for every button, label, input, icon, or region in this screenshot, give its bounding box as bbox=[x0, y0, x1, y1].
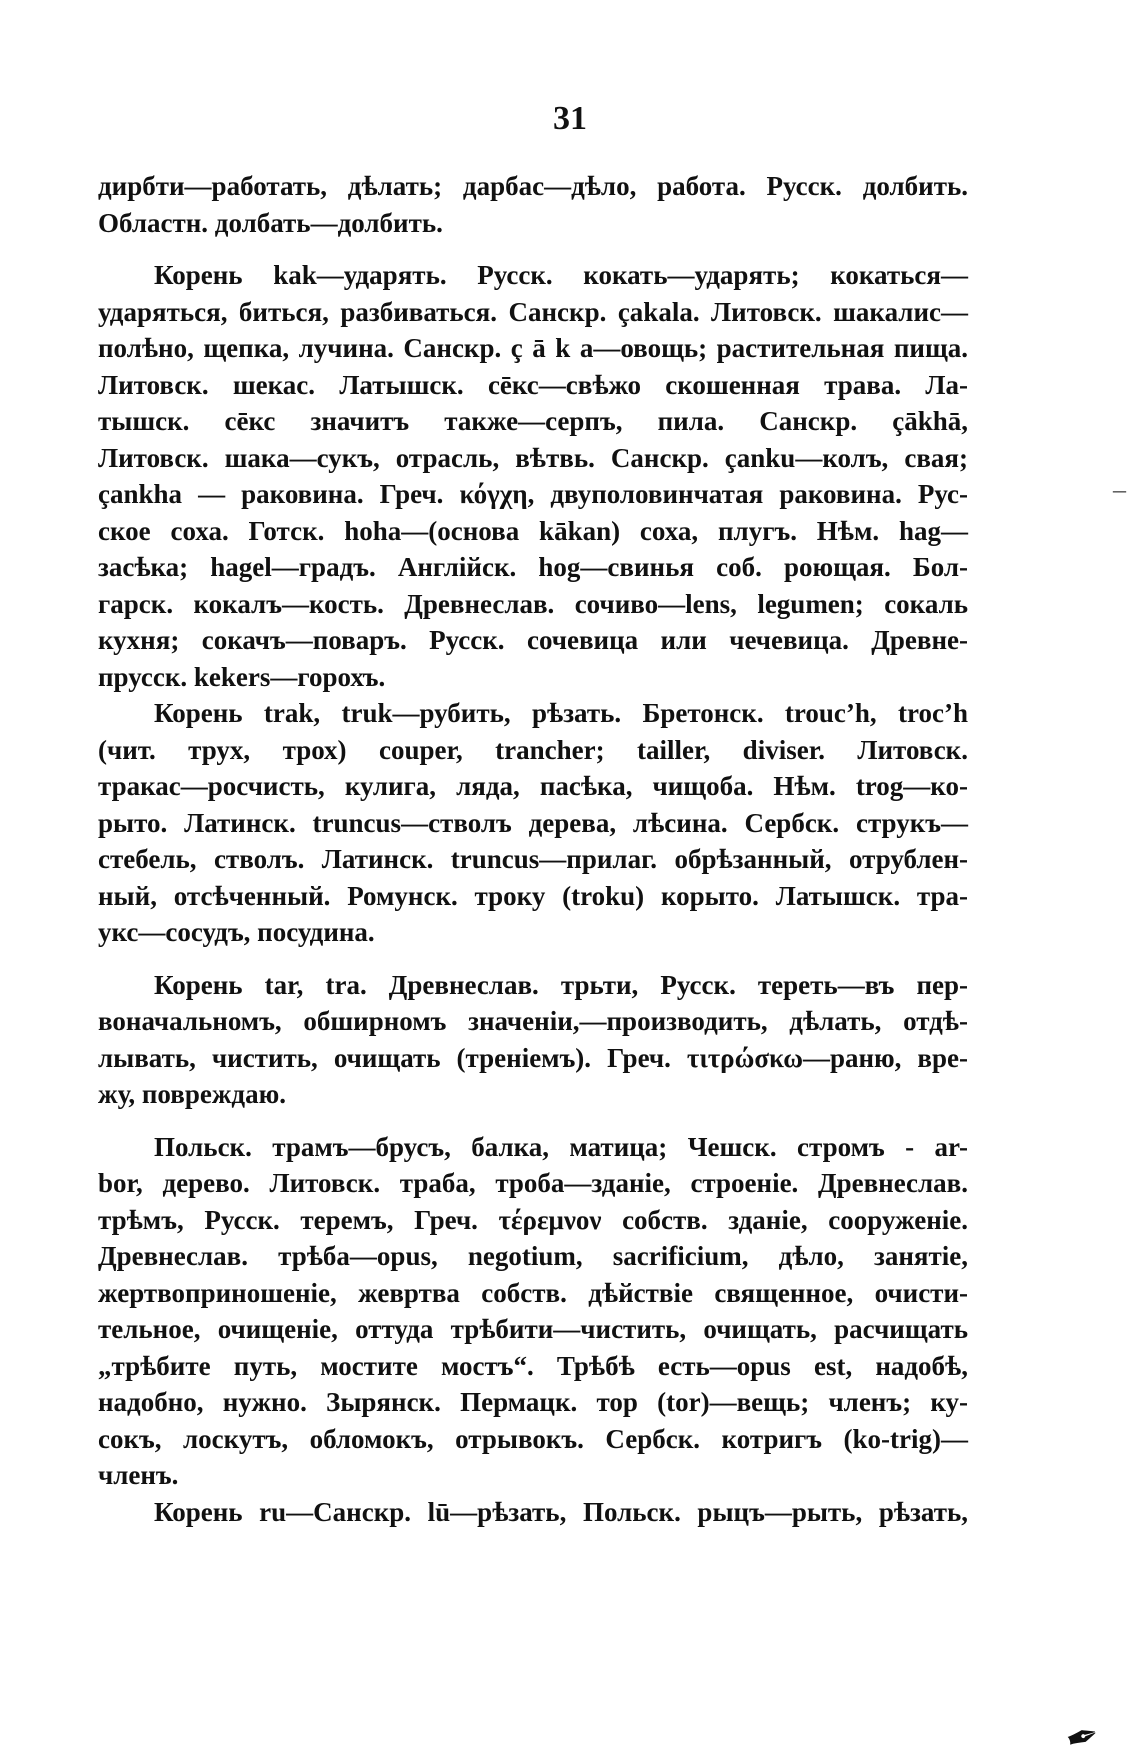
paragraph-polsk-tram bbox=[98, 1129, 968, 1494]
text-line: дирбти—работать, дѣлать; дарбас—дѣло, работа. Русск. долбить. bbox=[98, 171, 968, 201]
paragraph-root-kak bbox=[98, 257, 968, 695]
text-line: ское соха. Готск. hoha—(основа kākan) соха, плугъ. Нѣм. hag— bbox=[98, 515, 968, 546]
text-line: надобно, нужно. Зырянск. Пермацк. тор (tor)—вещь; членъ; ку- bbox=[98, 1387, 968, 1417]
text-line: Корень ru—Санскр. lū—рѣзать, Польск. рыцъ—рыть, рѣзать, bbox=[154, 1496, 968, 1527]
text-line: лывать, чистить, очищать (треніемъ). Греч. τιτρώσκω—раню, вре- bbox=[98, 1042, 968, 1073]
text-line: сокъ, лоскутъ, обломокъ, отрывокъ. Сербск. котригъ (ko-trig)— bbox=[98, 1423, 968, 1454]
text-line: жу, повреждаю. bbox=[98, 1079, 286, 1109]
paragraph-root-ru bbox=[98, 1494, 968, 1531]
text-line: Областн. долбать—долбить. bbox=[98, 207, 443, 238]
text-line: çankha — раковина. Греч. κόγχη, двуполовинчатая раковина. Рус- bbox=[98, 479, 968, 509]
text-line: ударяться, биться, разбиваться. Санскр. çakala. Литовск. шакалис— bbox=[98, 296, 968, 327]
text-line: Литовск. шекас. Латышск. сēкс—свѣжо скошенная трава. Ла- bbox=[98, 369, 968, 400]
paragraph-root-tar bbox=[98, 967, 968, 1113]
text-line: стебель, стволъ. Латинск. truncus—прилаг. обрѣзанный, отрублен- bbox=[98, 844, 968, 874]
text-line: полѣно, щепка, лучина. Санскр. ç ā k a—овощь; растительная пища. bbox=[98, 333, 968, 363]
text-line: тышск. сēкс значитъ также—серпъ, пила. Санскр. çākhā, bbox=[98, 406, 968, 436]
text-line: рыто. Латинск. truncus—стволъ дерева, лѣсина. Сербск. струкъ— bbox=[98, 807, 968, 838]
text-line: Корень tar, tra. Древнеслав. трьти, Русск. тереть—въ пер- bbox=[154, 969, 968, 1000]
text-line: Корень trak, truk—рубить, рѣзать. Бретонск. trouc’h, troc’h bbox=[154, 698, 968, 728]
text-line: Древнеслав. трѣба—opus, negotium, sacrificium, дѣло, занятіе, bbox=[98, 1241, 968, 1271]
ink-flourish-mark: ✒ bbox=[1060, 1710, 1106, 1764]
page-number: 31 bbox=[553, 100, 587, 137]
text-line: Литовск. шака—сукъ, отрасль, вѣтвь. Санскр. çanku—колъ, свая; bbox=[98, 442, 968, 473]
text-line: тельное, очищеніе, оттуда трѣбити—чистить, очищать, расчищать bbox=[98, 1314, 968, 1344]
text-line: членъ. bbox=[98, 1460, 179, 1490]
text-line: прусск. kekers—горохъ. bbox=[98, 661, 386, 692]
text-line: Корень kak—ударять. Русск. кокать—ударять; кокаться— bbox=[154, 260, 968, 290]
text-line: „трѣбите путь, мостите мостъ“. Трѣбѣ есть—opus est, надобѣ, bbox=[98, 1350, 968, 1381]
text-line: кухня; сокачъ—поваръ. Русск. сочевица или чечевица. Древне- bbox=[98, 625, 968, 655]
text-line: гарск. кокалъ—кость. Древнеслав. сочиво—lens, legumen; сокаль bbox=[98, 588, 968, 619]
text-line: Польск. трамъ—брусъ, балка, матица; Чешск. стромъ - ar- bbox=[154, 1131, 968, 1162]
text-line: тракас—росчисть, кулига, ляда, пасѣка, чищоба. Нѣм. trog—ко- bbox=[98, 771, 968, 801]
margin-dash-mark: – bbox=[1113, 475, 1126, 504]
paragraph-root-trak bbox=[98, 695, 968, 951]
text-line: bor, дерево. Литовск. траба, троба—зданіе, строеніе. Древнеслав. bbox=[98, 1168, 968, 1198]
text-line: воначальномъ, обширномъ значеніи,—производить, дѣлать, отдѣ- bbox=[98, 1006, 968, 1036]
text-line: трѣмъ, Русск. теремъ, Греч. τέρεμνον собств. зданіе, сооруженіе. bbox=[98, 1204, 968, 1235]
text-line: засѣка; hagel—градъ. Англійск. hog—свинья соб. роющая. Бол- bbox=[98, 552, 968, 582]
text-line: (чит. трух, трох) couper, trancher; tailler, diviser. Литовск. bbox=[98, 734, 968, 765]
paragraph-darbas bbox=[98, 168, 968, 241]
text-line: укс—сосудъ, посудина. bbox=[98, 917, 375, 947]
text-line: жертвоприношеніе, жевртва собств. дѣйствіе священное, очисти- bbox=[98, 1277, 968, 1308]
text-line: ный, отсѣченный. Ромунск. троку (troku) корыто. Латышск. тра- bbox=[98, 880, 968, 911]
body-text bbox=[98, 168, 968, 1530]
